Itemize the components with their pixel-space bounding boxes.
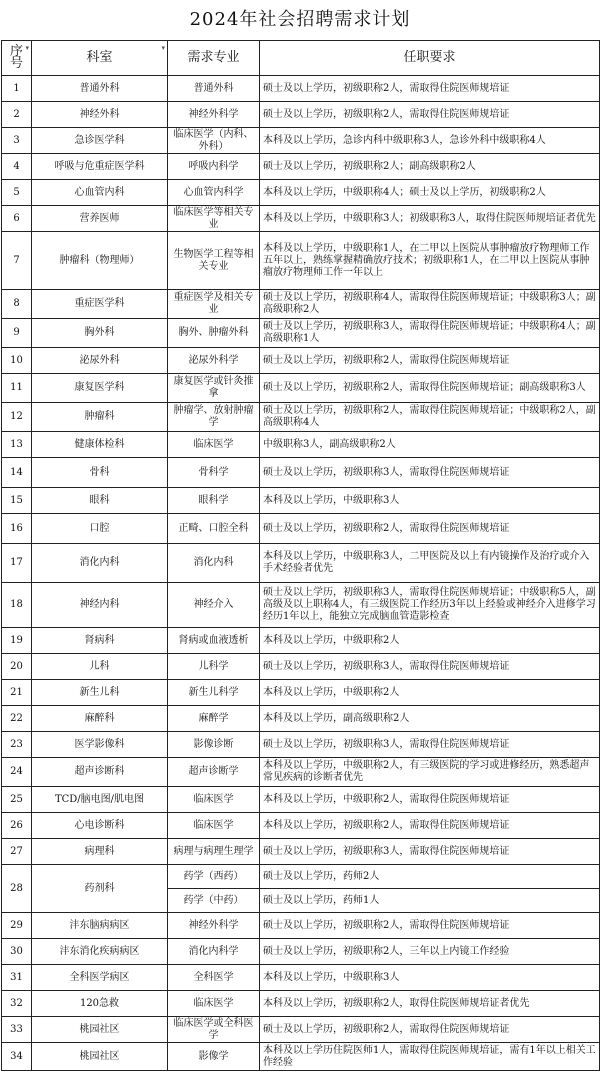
job-requirements: 硕士及以上学历，初级职称2人，需取得住院医师规培证 (260, 348, 600, 374)
job-requirements: 硕士及以上学历，初级职称3人，需取得住院医师规培证 (260, 839, 600, 865)
row-number: 7 (2, 232, 32, 290)
required-major: 康复医学或针灸推拿 (168, 374, 260, 403)
job-requirements: 本科及以上学历，初级职称2人，取得住院医师规培证者优先 (260, 991, 600, 1017)
table-row (2, 76, 600, 102)
required-major: 神经外科学 (168, 913, 260, 939)
department: 健康体检科 (32, 432, 168, 458)
row-number: 28 (2, 865, 32, 913)
row-number: 12 (2, 403, 32, 432)
job-requirements: 本科及以上学历，中级职称3人 (260, 488, 600, 514)
department: 医学影像科 (32, 732, 168, 758)
required-major: 药学（西药） (168, 865, 260, 889)
job-requirements: 本科及以上学历，副高级职称2人 (260, 706, 600, 732)
table-row (2, 128, 600, 154)
department: 急诊医学科 (32, 128, 168, 154)
job-requirements: 硕士及以上学历，初级职称3人，需取得住院医师规培证；中级职称5人，副高级及以上职称4人，有三级医院工作经历3年以上经验或神经介入进修学习经历1年以上，能独立完成脑血管造影检查 (260, 583, 600, 628)
required-major: 生物医学工程等相关专业 (168, 232, 260, 290)
job-requirements: 硕士及以上学历，初级职称2人，需取得住院医师规培证 (260, 514, 600, 544)
required-major: 胸外、肿瘤外科 (168, 319, 260, 348)
required-major: 临床医学（内科、外科） (168, 128, 260, 154)
department: 新生儿科 (32, 680, 168, 706)
department: 眼科 (32, 488, 168, 514)
table-row (2, 319, 600, 348)
required-major: 儿科学 (168, 654, 260, 680)
job-requirements: 硕士及以上学历，药师1人 (260, 889, 600, 913)
table-row (2, 991, 600, 1017)
job-requirements: 本科及以上学历，中级职称2人，需取得住院医师规培证 (260, 787, 600, 813)
row-number: 24 (2, 758, 32, 787)
row-number: 29 (2, 913, 32, 939)
table-row (2, 758, 600, 787)
required-major: 新生儿科学 (168, 680, 260, 706)
row-number: 3 (2, 128, 32, 154)
row-number: 16 (2, 514, 32, 544)
required-major: 临床医学 (168, 991, 260, 1017)
table-row (2, 206, 600, 232)
table-row (2, 180, 600, 206)
table-header-row (2, 41, 600, 76)
department: 病理科 (32, 839, 168, 865)
department: 康复医学科 (32, 374, 168, 403)
job-requirements: 硕士及以上学历，初级职称2人，需取得住院医师规培证；中级职称2人，副高级职称4人 (260, 403, 600, 432)
department: 超声诊断科 (32, 758, 168, 787)
required-major: 正畸、口腔全科 (168, 514, 260, 544)
row-number: 30 (2, 939, 32, 965)
table-row (2, 865, 600, 889)
table-row (2, 403, 600, 432)
table-row (2, 654, 600, 680)
job-requirements: 硕士及以上学历，初级职称2人，需取得住院医师规培证 (260, 102, 600, 128)
table-row (2, 154, 600, 180)
header-requirements: 任职要求 (260, 41, 600, 76)
required-major: 影像诊断 (168, 732, 260, 758)
table-row (2, 732, 600, 758)
required-major: 重症医学及相关专业 (168, 290, 260, 319)
filter-dropdown-icon[interactable]: ▾ (161, 44, 165, 52)
required-major: 泌尿外科学 (168, 348, 260, 374)
department: TCD/脑电图/肌电图 (32, 787, 168, 813)
table-row (2, 706, 600, 732)
job-requirements: 硕士及以上学历，初级职称2人，需取得住院医师规培证；副高级职称3人 (260, 374, 600, 403)
row-number: 34 (2, 1043, 32, 1071)
row-number: 10 (2, 348, 32, 374)
required-major: 麻醉学 (168, 706, 260, 732)
filter-dropdown-icon[interactable]: ▾ (25, 44, 29, 52)
job-requirements: 硕士及以上学历，初级职称2人；副高级职称2人 (260, 154, 600, 180)
header-no[interactable]: 序号 ▾ (2, 41, 32, 76)
row-number: 32 (2, 991, 32, 1017)
department: 桃园社区 (32, 1017, 168, 1043)
department: 心电诊断科 (32, 813, 168, 839)
department: 重症医学科 (32, 290, 168, 319)
job-requirements: 本科及以上学历，中级职称2人 (260, 680, 600, 706)
job-requirements: 本科及以上学历，中级职称2人，有三级医院的学习或进修经历，熟悉超声常见疾病的诊断者优先 (260, 758, 600, 787)
required-major: 临床医学 (168, 787, 260, 813)
required-major: 普通外科 (168, 76, 260, 102)
department: 口腔 (32, 514, 168, 544)
department: 120急救 (32, 991, 168, 1017)
department: 肾病科 (32, 628, 168, 654)
row-number: 1 (2, 76, 32, 102)
department: 胸外科 (32, 319, 168, 348)
department: 全科医学病区 (32, 965, 168, 991)
table-row (2, 374, 600, 403)
job-requirements: 硕士及以上学历，初级职称2人，需取得住院医师规培证 (260, 913, 600, 939)
job-requirements: 硕士及以上学历，初级职称3人，需取得住院医师规培证 (260, 654, 600, 680)
row-number: 9 (2, 319, 32, 348)
department: 神经内科 (32, 583, 168, 628)
required-major: 病理与病理生理学 (168, 839, 260, 865)
page-title: 2024年社会招聘需求计划 (189, 9, 411, 30)
table-row (2, 965, 600, 991)
job-requirements: 硕士及以上学历，初级职称3人，需取得住院医师规培证；中级职称4人；副高级职称1人 (260, 319, 600, 348)
row-number: 5 (2, 180, 32, 206)
job-requirements: 本科及以上学历，急诊内科中级职称3人，急诊外科中级职称4人 (260, 128, 600, 154)
department: 肿瘤科（物理师） (32, 232, 168, 290)
job-requirements: 硕士及以上学历，初级职称3人，需取得住院医师规培证 (260, 732, 600, 758)
department: 儿科 (32, 654, 168, 680)
job-requirements: 本科及以上学历，中级职称3人，二甲医院及以上有内镜操作及治疗或介入手术经验者优先 (260, 544, 600, 583)
required-major: 肾病或血液透析 (168, 628, 260, 654)
row-number: 14 (2, 458, 32, 488)
row-number: 27 (2, 839, 32, 865)
job-requirements: 本科及以上学历，中级职称4人；硕士及以上学历，初级职称2人 (260, 180, 600, 206)
row-number: 15 (2, 488, 32, 514)
table-row (2, 544, 600, 583)
job-requirements: 硕士及以上学历，初级职称2人，需取得住院医师规培证 (260, 1017, 600, 1043)
required-major: 临床医学 (168, 432, 260, 458)
row-number: 33 (2, 1017, 32, 1043)
department: 神经外科 (32, 102, 168, 128)
job-requirements: 本科及以上学历，中级职称2人 (260, 628, 600, 654)
job-requirements: 硕士及以上学历，初级职称2人，需取得住院医师规培证 (260, 76, 600, 102)
table-row (2, 232, 600, 290)
job-requirements: 中级职称3人，副高级职称2人 (260, 432, 600, 458)
required-major: 神经介入 (168, 583, 260, 628)
table-row (2, 913, 600, 939)
table-row (2, 839, 600, 865)
row-number: 13 (2, 432, 32, 458)
department: 骨科 (32, 458, 168, 488)
row-number: 20 (2, 654, 32, 680)
required-major: 消化内科学 (168, 939, 260, 965)
recruitment-table (1, 40, 600, 1071)
department: 肿瘤科 (32, 403, 168, 432)
required-major: 呼吸内科学 (168, 154, 260, 180)
department: 沣东消化疾病病区 (32, 939, 168, 965)
job-requirements: 本科及以上学历，中级职称3人；初级职称3人，取得住院医师规培证者优先 (260, 206, 600, 232)
required-major: 肿瘤学、放射肿瘤学 (168, 403, 260, 432)
row-number: 23 (2, 732, 32, 758)
required-major: 眼科学 (168, 488, 260, 514)
table-row (2, 1017, 600, 1043)
required-major: 临床医学等相关专业 (168, 206, 260, 232)
row-number: 22 (2, 706, 32, 732)
table-row (2, 458, 600, 488)
row-number: 25 (2, 787, 32, 813)
department: 药剂科 (32, 865, 168, 913)
table-row (2, 583, 600, 628)
table-row (2, 432, 600, 458)
table-row (2, 628, 600, 654)
row-number: 26 (2, 813, 32, 839)
required-major: 全科医学 (168, 965, 260, 991)
department: 营养医师 (32, 206, 168, 232)
job-requirements: 硕士及以上学历，初级职称3人，需取得住院医师规培证 (260, 458, 600, 488)
required-major: 超声诊断学 (168, 758, 260, 787)
row-number: 6 (2, 206, 32, 232)
department: 呼吸与危重症医学科 (32, 154, 168, 180)
department: 心血管内科 (32, 180, 168, 206)
row-number: 18 (2, 583, 32, 628)
table-row (2, 488, 600, 514)
header-major: 需求专业 (168, 41, 260, 76)
required-major: 临床医学 (168, 813, 260, 839)
department: 泌尿外科 (32, 348, 168, 374)
job-requirements: 硕士及以上学历，药师2人 (260, 865, 600, 889)
required-major: 影像学 (168, 1043, 260, 1071)
required-major: 消化内科 (168, 544, 260, 583)
department: 普通外科 (32, 76, 168, 102)
job-requirements: 本科及以上学历，中级职称3人 (260, 965, 600, 991)
table-row (2, 102, 600, 128)
department: 消化内科 (32, 544, 168, 583)
department: 桃园社区 (32, 1043, 168, 1071)
table-row (2, 514, 600, 544)
required-major: 骨科学 (168, 458, 260, 488)
row-number: 19 (2, 628, 32, 654)
job-requirements: 硕士及以上学历，初级职称4人，需取得住院医师规培证；中级职称3人；副高级职称2人 (260, 290, 600, 319)
job-requirements: 本科及以上学历，初级职称2人，需取得住院医师规培证 (260, 813, 600, 839)
required-major: 药学（中药） (168, 889, 260, 913)
table-row (2, 290, 600, 319)
row-number: 17 (2, 544, 32, 583)
row-number: 4 (2, 154, 32, 180)
required-major: 心血管内科学 (168, 180, 260, 206)
row-number: 21 (2, 680, 32, 706)
row-number: 2 (2, 102, 32, 128)
required-major: 临床医学或全科医学 (168, 1017, 260, 1043)
table-row (2, 813, 600, 839)
job-requirements: 本科及以上学历，中级职称1人，在二甲以上医院从事肿瘤放疗物理师工作五年以上，熟练掌握精确放疗技术；初级职称1人，在二甲以上医院从事肿瘤放疗物理师工作一年以上 (260, 232, 600, 290)
table-row (2, 680, 600, 706)
header-dept[interactable]: 科室 ▾ (32, 41, 168, 76)
job-requirements: 本科及以上学历住院医师1人，需取得住院医师规培证，需有1年以上相关工作经验 (260, 1043, 600, 1071)
job-requirements: 硕士及以上学历，初级职称2人，三年以上内镜工作经验 (260, 939, 600, 965)
row-number: 11 (2, 374, 32, 403)
table-row (2, 348, 600, 374)
department: 麻醉科 (32, 706, 168, 732)
required-major: 神经外科学 (168, 102, 260, 128)
department: 沣东脑病病区 (32, 913, 168, 939)
table-row (2, 787, 600, 813)
table-row (2, 1043, 600, 1071)
row-number: 8 (2, 290, 32, 319)
row-number: 31 (2, 965, 32, 991)
table-row (2, 939, 600, 965)
